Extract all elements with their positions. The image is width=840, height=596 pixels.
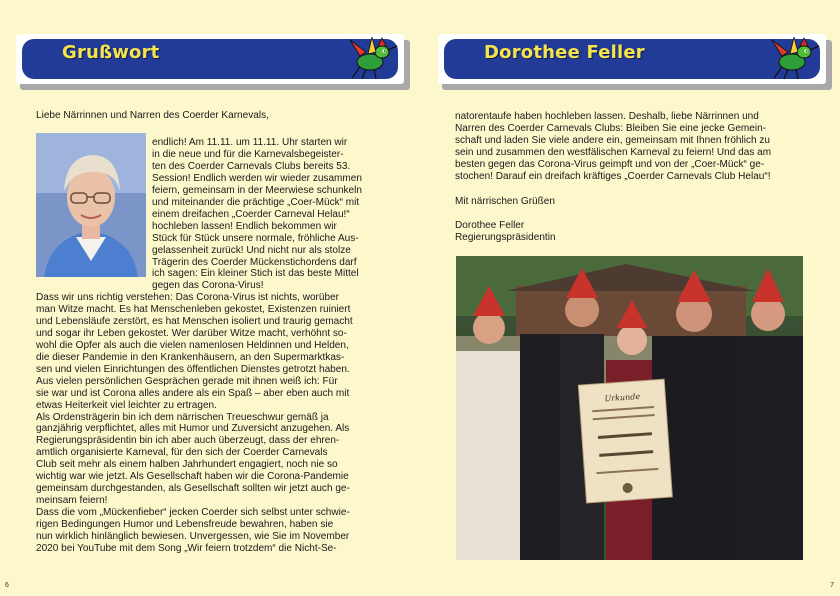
text-line: ten des Coerder Carnevals Clubs bereits 53. xyxy=(152,160,351,172)
section-banner xyxy=(16,34,404,84)
text-line: die dieser Pandemie in den Krankenhäusern, an den Supermarktkas- xyxy=(36,351,345,363)
continuation-text xyxy=(455,111,771,183)
body-text xyxy=(36,292,353,555)
text-line: meinsam feiern! xyxy=(36,495,108,507)
text-line: schaft und laden Sie viele andere ein, gemeinsam mit Ihnen fröhlich zu xyxy=(455,134,770,146)
text-line: und Lebensläufe zerstört, es hat Menschen isoliert und traurig gemacht xyxy=(36,315,353,327)
text-line: ganzjährig verpflichtet, alles mit Humor und Zuversicht anzugehen. Als xyxy=(36,423,350,435)
text-line: rigen Bedingungen Humor und Lebensfreude bewahren, haben sie xyxy=(36,519,334,531)
text-line: und sogar ihr Leben gekostet. Wer darüber Witze macht, verhöhnt so- xyxy=(36,327,347,339)
group-photo xyxy=(456,256,803,560)
text-line: in die neue und für die Karnevalsbegeister- xyxy=(152,148,344,160)
text-line: sen und vielen Einrichtungen des öffentlichen Dienstes getrotzt haben. xyxy=(36,363,350,375)
text-line: feiern, gemeinsam in der Meerwiese schunkeln xyxy=(152,184,362,196)
banner-title: Dorothee Feller xyxy=(484,42,645,63)
text-line: ich sagen: Ein kleiner Stich ist das beste Mittel xyxy=(152,268,359,280)
greeting: Liebe Närrinnen und Narren des Coerder Karnevals, xyxy=(36,110,269,121)
text-line: wohl die Opfer als auch die vielen namenlosen Heldinnen und Helden, xyxy=(36,339,349,351)
text-line: etwas Heiterkeit viel leichter zu ertragen. xyxy=(36,399,217,411)
text-line: nun wirklich hinlänglich bewiesen. Unvergessen, wie Sie im November xyxy=(36,531,350,543)
text-line: Regierungspräsidentin bin ich aber auch überzeugt, dass der ehren- xyxy=(36,435,340,447)
text-line: gelassenheit zurück! Und nicht nur als stolze xyxy=(152,244,351,256)
text-line: und miteinander die prächtige „Coer-Mück“ mit xyxy=(152,196,360,208)
text-line: Dass die vom „Mückenfieber“ jecken Coerder sich selbst unter schwie- xyxy=(36,507,350,519)
page-number: 6 xyxy=(5,582,9,589)
certificate-heading: Urkunde xyxy=(604,391,641,404)
intro-wrapped-text xyxy=(152,137,362,292)
signature-name: Dorothee Feller xyxy=(455,220,525,231)
section-banner xyxy=(438,34,826,84)
text-line: Aus vielen persönlichen Gesprächen gerade mit ihnen weiß ich: Für xyxy=(36,375,338,387)
portrait-photo xyxy=(36,133,146,277)
text-line: endlich! Am 11.11. um 11.11. Uhr starten wir xyxy=(152,137,348,148)
text-line: wichtig war wie jetzt. Als Gesellschaft haben wir die Corona-Pandemie xyxy=(36,471,349,483)
text-line: Club seit mehr als einem halben Jahrhundert engagiert, noch nie so xyxy=(36,459,338,471)
text-line: stochen! Darauf ein dreifach kräftiges „Coerder Carnevals Club Helau“! xyxy=(455,170,771,182)
text-line: sein und zusammen den westfälischen Karneval zu feiern! Und das am xyxy=(455,146,772,158)
closing: Mit närrischen Grüßen xyxy=(455,196,555,207)
text-line: sie war und ist Corona alles andere als ein Spaß – aber eben auch mit xyxy=(36,387,350,399)
mosquito-mascot-icon xyxy=(764,34,820,80)
text-line: amtlich organisierte Karneval, für den sich der Coerder Carnevals xyxy=(36,447,328,459)
text-line: Trägerin des Coerder Mückenstichordens darf xyxy=(152,256,357,268)
text-line: gegen das Corona-Virus! xyxy=(152,280,264,292)
text-line: natorentaufe haben hochleben lassen. Deshalb, liebe Närrinnen und xyxy=(455,111,759,122)
text-line: Stück für Stück unsere normale, fröhliche Aus- xyxy=(152,232,359,244)
page-number: 7 xyxy=(830,582,834,589)
text-line: Narren des Coerder Carnevals Clubs: Bleiben Sie eine jecke Gemein- xyxy=(455,122,767,134)
mosquito-mascot-icon xyxy=(342,34,398,80)
text-line: besten gegen das Corona-Virus geimpft und von der „Coer-Mück“ ge- xyxy=(455,158,765,170)
text-line: man Witze macht. Es hat Menschenleben gekostet, Existenzen ruiniert xyxy=(36,303,351,315)
text-line: Als Ordensträgerin bin ich dem närrischen Treueschwur gemäß ja xyxy=(36,411,329,423)
text-line: gemeinsam durchgestanden, als Gesellschaft sollten wir jetzt auch ge- xyxy=(36,483,350,495)
banner-title: Grußwort xyxy=(62,42,160,63)
text-line: hochleben lassen! Endlich bekommen wir xyxy=(152,220,337,232)
text-line: einem dreifachen „Coerder Carneval Helau!“ xyxy=(152,208,350,220)
text-line: Session! Endlich werden wir wieder zusammen xyxy=(152,172,362,184)
right-page xyxy=(420,0,840,596)
signature-title: Regierungspräsidentin xyxy=(455,232,556,243)
text-line: Dass wir uns richtig verstehen: Das Corona-Virus ist nichts, worüber xyxy=(36,292,340,303)
text-line: 2020 bei YouTube mit dem Song „Wir feiern trotzdem“ die Nicht-Se- xyxy=(36,543,337,555)
